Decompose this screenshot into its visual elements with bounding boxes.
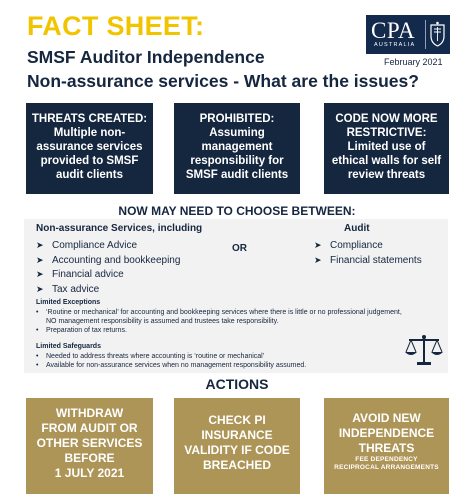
choose-panel (24, 219, 448, 373)
box-line: management (201, 141, 273, 153)
cpa-logo (366, 15, 450, 54)
action-line: INSURANCE (201, 428, 273, 442)
fact-sheet-title: FACT SHEET: (27, 11, 205, 41)
arrow-icon: ➤ (36, 254, 44, 265)
box-heading: PROHIBITED: (199, 113, 275, 125)
topic-question: Non-assurance services - What are the issues? (27, 71, 419, 91)
action-line: 1 JULY 2021 (54, 466, 125, 480)
logo-divider (425, 20, 426, 49)
box-heading: CODE NOW MORE (335, 113, 438, 125)
box-heading: THREATS CREATED: (31, 113, 148, 125)
publication-date: February 2021 (384, 57, 443, 67)
safeguards-list (36, 352, 406, 370)
logo-text: CPA (371, 18, 416, 43)
box-line: RESTRICTIVE: (346, 127, 427, 139)
arrow-icon: ➤ (36, 240, 44, 250)
scales-of-justice-icon (404, 333, 444, 367)
action-line: OTHER SERVICES (36, 436, 143, 450)
action-line: FROM AUDIT OR (41, 421, 138, 435)
threats-created-box (26, 103, 153, 194)
action-line: THREATS (358, 441, 415, 455)
list-item: • Needed to address threats where accounting is ‘routine or mechanical’ (36, 352, 406, 361)
prohibited-box (174, 103, 300, 194)
box-line: audit clients (55, 169, 124, 181)
arrow-icon: ➤ (36, 269, 44, 279)
non-assurance-list (36, 238, 180, 296)
safeguards-heading: Limited Safeguards (36, 343, 101, 350)
box-line: Multiple non- (53, 127, 126, 139)
action-line: WITHDRAW (55, 406, 124, 420)
code-restrictive-box (324, 103, 449, 194)
list-item: ➤ Financial statements (314, 254, 422, 266)
or-label: OR (232, 243, 247, 254)
action-line: VALIDITY IF CODE (184, 443, 290, 457)
check-insurance-action-box (174, 398, 300, 494)
audit-heading: Audit (344, 223, 370, 234)
action-subline: FEE DEPENDENCY (355, 456, 418, 463)
action-subline: RECIPROCAL ARRANGEMENTS (334, 464, 439, 471)
list-item: • Preparation of tax returns. (36, 326, 406, 335)
topic-title: SMSF Auditor Independence (27, 47, 265, 67)
box-line: Limited use of (347, 141, 426, 153)
box-line: provided to SMSF (40, 155, 139, 167)
actions-heading: ACTIONS (205, 376, 269, 392)
list-item: • Available for non-assurance services when no management responsibility assumed. (36, 361, 406, 370)
box-line: ethical walls for self (331, 155, 442, 167)
action-line: BEFORE (64, 451, 115, 465)
action-line: CHECK PI (208, 413, 266, 427)
logo-subtext: AUSTRALIA (374, 42, 416, 48)
list-item: • ‘Routine or mechanical’ for accounting and bookkeeping services where there is little or no professional judgement, NO management responsibility is assumed and trustees take responsibility. (36, 308, 406, 326)
list-item: ➤ Tax advice (36, 283, 100, 295)
audit-list (314, 238, 422, 267)
box-line: review threats (347, 169, 426, 181)
arrow-icon: ➤ (314, 240, 322, 250)
list-item: ➤ Financial advice (36, 269, 124, 280)
non-assurance-heading: Non-assurance Services, including (36, 223, 203, 234)
arrow-icon: ➤ (36, 283, 44, 294)
avoid-threats-action-box (324, 398, 449, 494)
list-item: ➤ Compliance (314, 240, 383, 251)
choose-heading: NOW MAY NEED TO CHOOSE BETWEEN: (118, 204, 356, 218)
box-line: assurance services (36, 141, 143, 153)
crest-icon (428, 21, 447, 48)
withdraw-action-box (26, 398, 153, 494)
box-line: responsibility for (190, 155, 284, 167)
box-line: SMSF audit clients (185, 169, 289, 181)
exceptions-heading: Limited Exceptions (36, 299, 101, 306)
list-item: ➤ Accounting and bookkeeping (36, 254, 181, 266)
arrow-icon: ➤ (314, 254, 322, 265)
box-line: Assuming (209, 127, 265, 139)
action-line: AVOID NEW (352, 411, 421, 425)
action-line: INDEPENDENCE (338, 426, 435, 440)
exceptions-list (36, 308, 406, 335)
action-line: BREACHED (202, 458, 271, 472)
list-item: ➤ Compliance Advice (36, 240, 138, 251)
